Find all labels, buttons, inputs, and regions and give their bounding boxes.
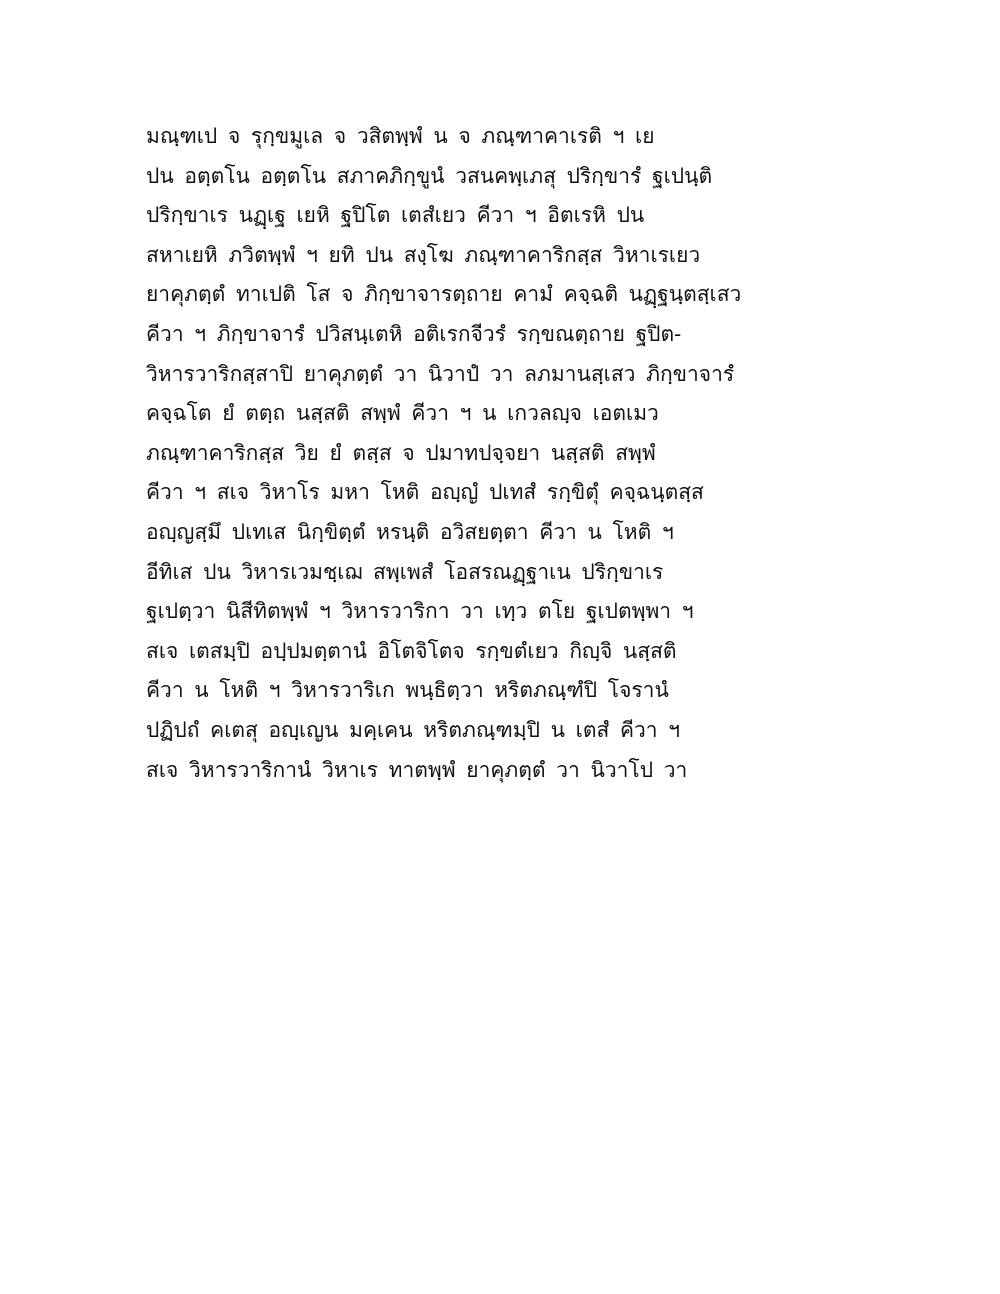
- text-line: ฐเปตฺวา นิสีทิตพฺพํ ฯ วิหารวาริกา วา เทฺว ตโย ฐเปตพฺพา ฯ: [146, 599, 694, 624]
- text-line: วิหารวาริกสฺสาปิ ยาคุภตฺตํ วา นิวาปํ วา ลภมานสฺเสว ภิกฺขาจารํ: [146, 361, 735, 386]
- text-line: คีวา ฯ ภิกฺขาจารํ ปวิสนฺเตหิ อติเรกจีวรํ รกฺขณตฺถาย ฐปิต-: [146, 321, 682, 346]
- text-line: คีวา น โหติ ฯ วิหารวาริเก พนฺธิตฺวา หริตภณฺฑํปิ โจรานํ: [146, 678, 669, 703]
- text-line: สหาเยหิ ภวิตพฺพํ ฯ ยทิ ปน สงฺโฆ ภณฺฑาคาริกสฺส วิหาเรเยว: [146, 242, 701, 267]
- text-line: มณฺฑเป จ รุกฺขมูเล จ วสิตพฺพํ น จ ภณฺฑาคาเรติ ฯ เย: [146, 124, 655, 148]
- text-line: ปริกฺขาเร นฏฺเฐ เยหิ ฐปิโต เตสํเยว คีวา ฯ อิตเรหิ ปน: [146, 203, 645, 228]
- body-text: [146, 117, 742, 790]
- text-line: สเจ เตสมฺปิ อปฺปมตฺตานํ อิโตจิโตจ รกฺขตํเยว กิญฺจิ นสฺสติ: [146, 638, 677, 663]
- text-line: ปน อตฺตโน อตฺตโน สภาคภิกฺขูนํ วสนคพฺเภสุ ปริกฺขารํ ฐเปนฺติ: [146, 163, 713, 188]
- text-line: คจฺฉโต ยํ ตตฺถ นสฺสติ สพฺพํ คีวา ฯ น เกวลญฺจ เอตเมว: [146, 401, 659, 426]
- text-line: อีทิเส ปน วิหารเวมชฺเฌ สพฺเพสํ โอสรณฏฺฐาเน ปริกฺขาเร: [146, 559, 664, 584]
- text-line: สเจ วิหารวาริกานํ วิหาเร ทาตพฺพํ ยาคุภตฺตํ วา นิวาโป วา: [146, 757, 688, 782]
- text-line: ยาคุภตฺตํ ทาเปติ โส จ ภิกฺขาจารตฺถาย คามํ คจฺฉติ นฏฺฐนฺตสฺเสว: [146, 282, 742, 307]
- text-line: อญฺญสฺมึ ปเทเส นิกฺขิตฺตํ หรนฺติ อวิสยตฺตา คีวา น โหติ ฯ: [146, 519, 674, 544]
- text-line: ปฏิปถํ คเตสุ อญฺเญน มคฺเคน หริตภณฺฑมฺปิ น เตสํ คีวา ฯ: [146, 717, 681, 742]
- text-line: ภณฺฑาคาริกสฺส วิย ยํ ตสฺส จ ปมาทปจฺจยา นสฺสติ สพฺพํ: [146, 440, 656, 465]
- text-line: คีวา ฯ สเจ วิหาโร มหา โหติ อญฺญํ ปเทสํ รกฺขิตุํ คจฺฉนฺตสฺส: [146, 480, 704, 505]
